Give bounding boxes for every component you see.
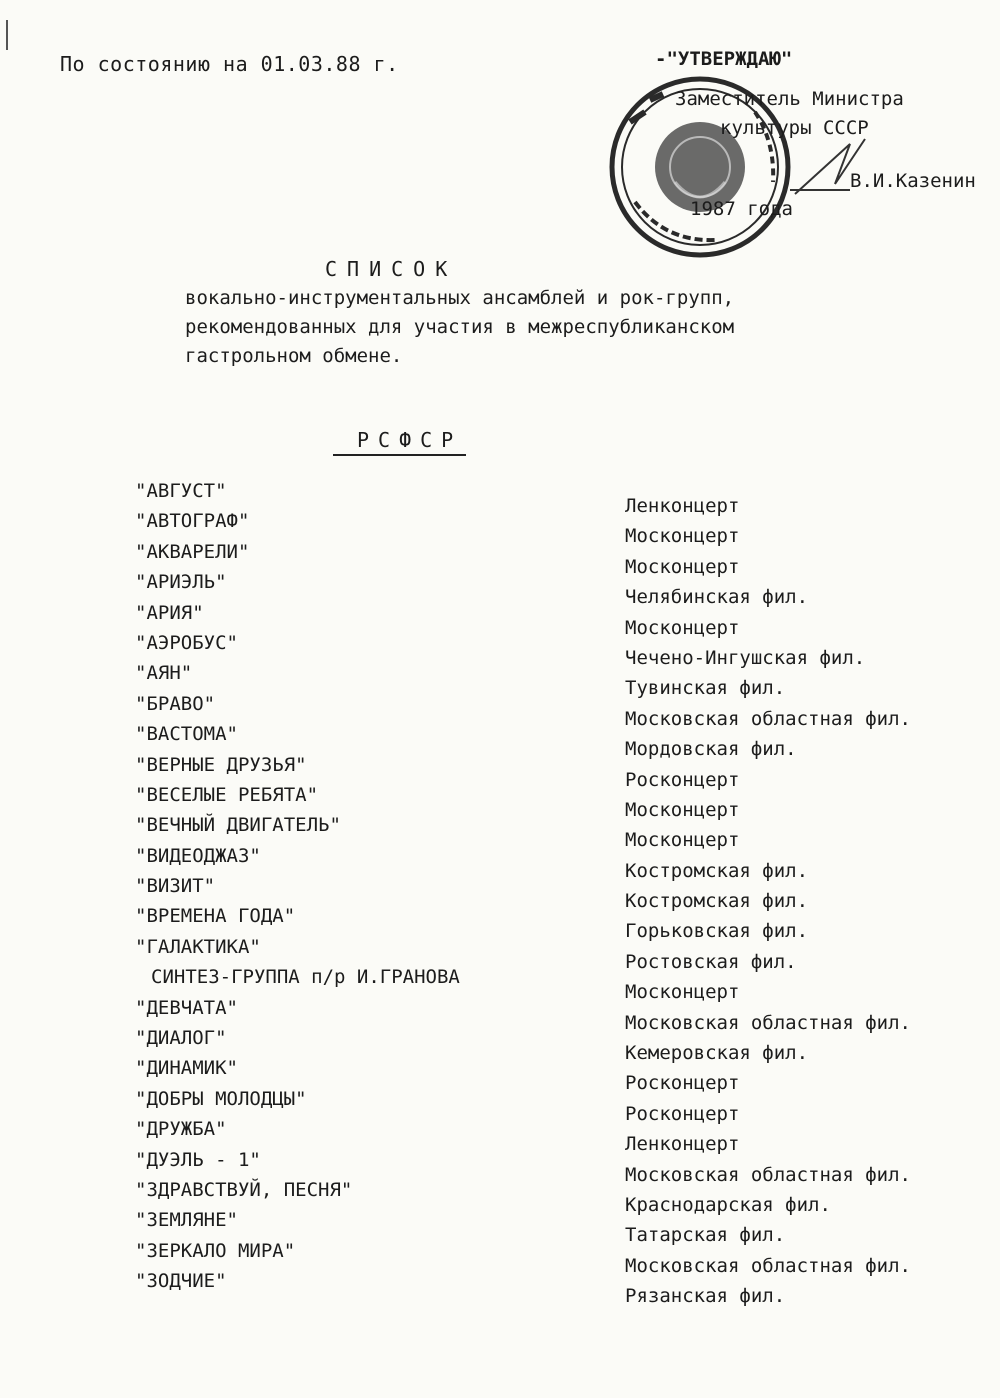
- ensemble-organization: Мордовская фил.: [625, 738, 797, 761]
- ensemble-name: "ДЕВЧАТА": [135, 996, 238, 1019]
- ensemble-organization: Московская областная фил.: [625, 1254, 911, 1277]
- ensemble-name: "ГАЛАКТИКА": [135, 935, 261, 958]
- ensemble-name: "ДУЭЛЬ - 1": [135, 1148, 261, 1171]
- ensemble-organization: Костромская фил.: [625, 890, 809, 913]
- ensemble-organization: Москонцерт: [625, 555, 740, 578]
- ensemble-name: "АРИЯ": [135, 601, 204, 624]
- ensemble-name: "ДИАЛОГ": [135, 1027, 227, 1050]
- ensemble-name: "АВГУСТ": [135, 480, 227, 502]
- approval-block: [600, 44, 995, 234]
- ensemble-organization: Росконцерт: [625, 1072, 740, 1095]
- approval-ministry: культуры СССР: [720, 117, 869, 139]
- approval-date: 1987 года: [690, 198, 793, 220]
- organizations-column: [625, 495, 995, 1316]
- subtitle-line: рекомендованных для участия в межреспубликанском: [185, 316, 735, 338]
- ensemble-organization: Москонцерт: [625, 616, 740, 639]
- ensemble-organization: Кемеровская фил.: [625, 1042, 809, 1065]
- page-edge-mark: [6, 20, 8, 50]
- ensemble-organization: Рязанская фил.: [625, 1285, 786, 1308]
- ensemble-name: "ДОБРЫ МОЛОДЦЫ": [135, 1087, 307, 1110]
- ensemble-organization: Татарская фил.: [625, 1224, 786, 1247]
- ensemble-name: "ВЕЧНЫЙ ДВИГАТЕЛЬ": [135, 814, 341, 837]
- ensemble-name: "ЗЕРКАЛО МИРА": [135, 1239, 296, 1262]
- ensemble-name: "АВТОГРАФ": [135, 510, 250, 533]
- approval-position: Заместитель Министра: [675, 88, 904, 110]
- ensemble-organization: Челябинская фил.: [625, 586, 809, 609]
- ensemble-organization: Краснодарская фил.: [625, 1193, 831, 1216]
- region-heading: РСФСР: [333, 428, 466, 456]
- ensemble-name: СИНТЕЗ-ГРУППА п/р И.ГРАНОВА: [151, 966, 460, 989]
- ensemble-organization: Москонцерт: [625, 798, 740, 821]
- ensemble-name: "АРИЭЛЬ": [135, 571, 227, 594]
- ensemble-organization: Московская областная фил.: [625, 1163, 911, 1186]
- ensemble-name: "АКВАРЕЛИ": [135, 540, 250, 563]
- ensemble-organization: Московская областная фил.: [625, 707, 911, 730]
- ensemble-name: "ЗОДЧИЕ": [135, 1270, 227, 1293]
- ensemble-names-column: [135, 480, 535, 1301]
- ensemble-name: "ДИНАМИК": [135, 1057, 238, 1080]
- ensemble-name: "ВАСТОМА": [135, 723, 238, 746]
- ensemble-name: "ВРЕМЕНА ГОДА": [135, 905, 296, 928]
- status-date: По состоянию на 01.03.88 г.: [60, 52, 399, 76]
- ensemble-name: "АЭРОБУС": [135, 631, 238, 654]
- subtitle-line: гастрольном обмене.: [185, 345, 403, 367]
- ensemble-organization: Ростовская фил.: [625, 950, 797, 973]
- approval-signatory: В.И.Казенин: [850, 170, 976, 192]
- ensemble-organization: Росконцерт: [625, 768, 740, 791]
- ensemble-organization: Московская областная фил.: [625, 1011, 911, 1034]
- document-title-block: [185, 255, 734, 371]
- ensemble-name: "АЯН": [135, 662, 193, 685]
- document-title: СПИСОК: [325, 257, 458, 281]
- ensemble-organization: Росконцерт: [625, 1102, 740, 1125]
- ensemble-organization: Ленконцерт: [625, 495, 740, 517]
- ensemble-name: "ВЕСЕЛЫЕ РЕБЯТА": [135, 783, 319, 806]
- approval-title: -"УТВЕРЖДАЮ": [655, 48, 793, 70]
- ensemble-name: "ЗДРАВСТВУЙ, ПЕСНЯ": [135, 1178, 353, 1201]
- ensemble-name: "ВИДЕОДЖАЗ": [135, 844, 261, 867]
- ensemble-organization: Ленконцерт: [625, 1133, 740, 1156]
- ensemble-organization: Костромская фил.: [625, 859, 809, 882]
- ensemble-name: "ВИЗИТ": [135, 875, 216, 898]
- ensemble-name: "БРАВО": [135, 692, 216, 715]
- ensemble-name: "ЗЕМЛЯНЕ": [135, 1209, 238, 1232]
- subtitle-line: вокально-инструментальных ансамблей и рок-групп,: [185, 287, 735, 309]
- ensemble-organization: Горьковская фил.: [625, 920, 809, 943]
- ensemble-organization: Тувинская фил.: [625, 677, 786, 700]
- ensemble-name: "ДРУЖБА": [135, 1118, 227, 1141]
- ensemble-organization: Москонцерт: [625, 981, 740, 1004]
- ensemble-name: "ВЕРНЫЕ ДРУЗЬЯ": [135, 753, 307, 776]
- ensemble-organization: Москонцерт: [625, 525, 740, 548]
- ensemble-organization: Москонцерт: [625, 829, 740, 852]
- ensemble-organization: Чечено-Ингушская фил.: [625, 646, 866, 669]
